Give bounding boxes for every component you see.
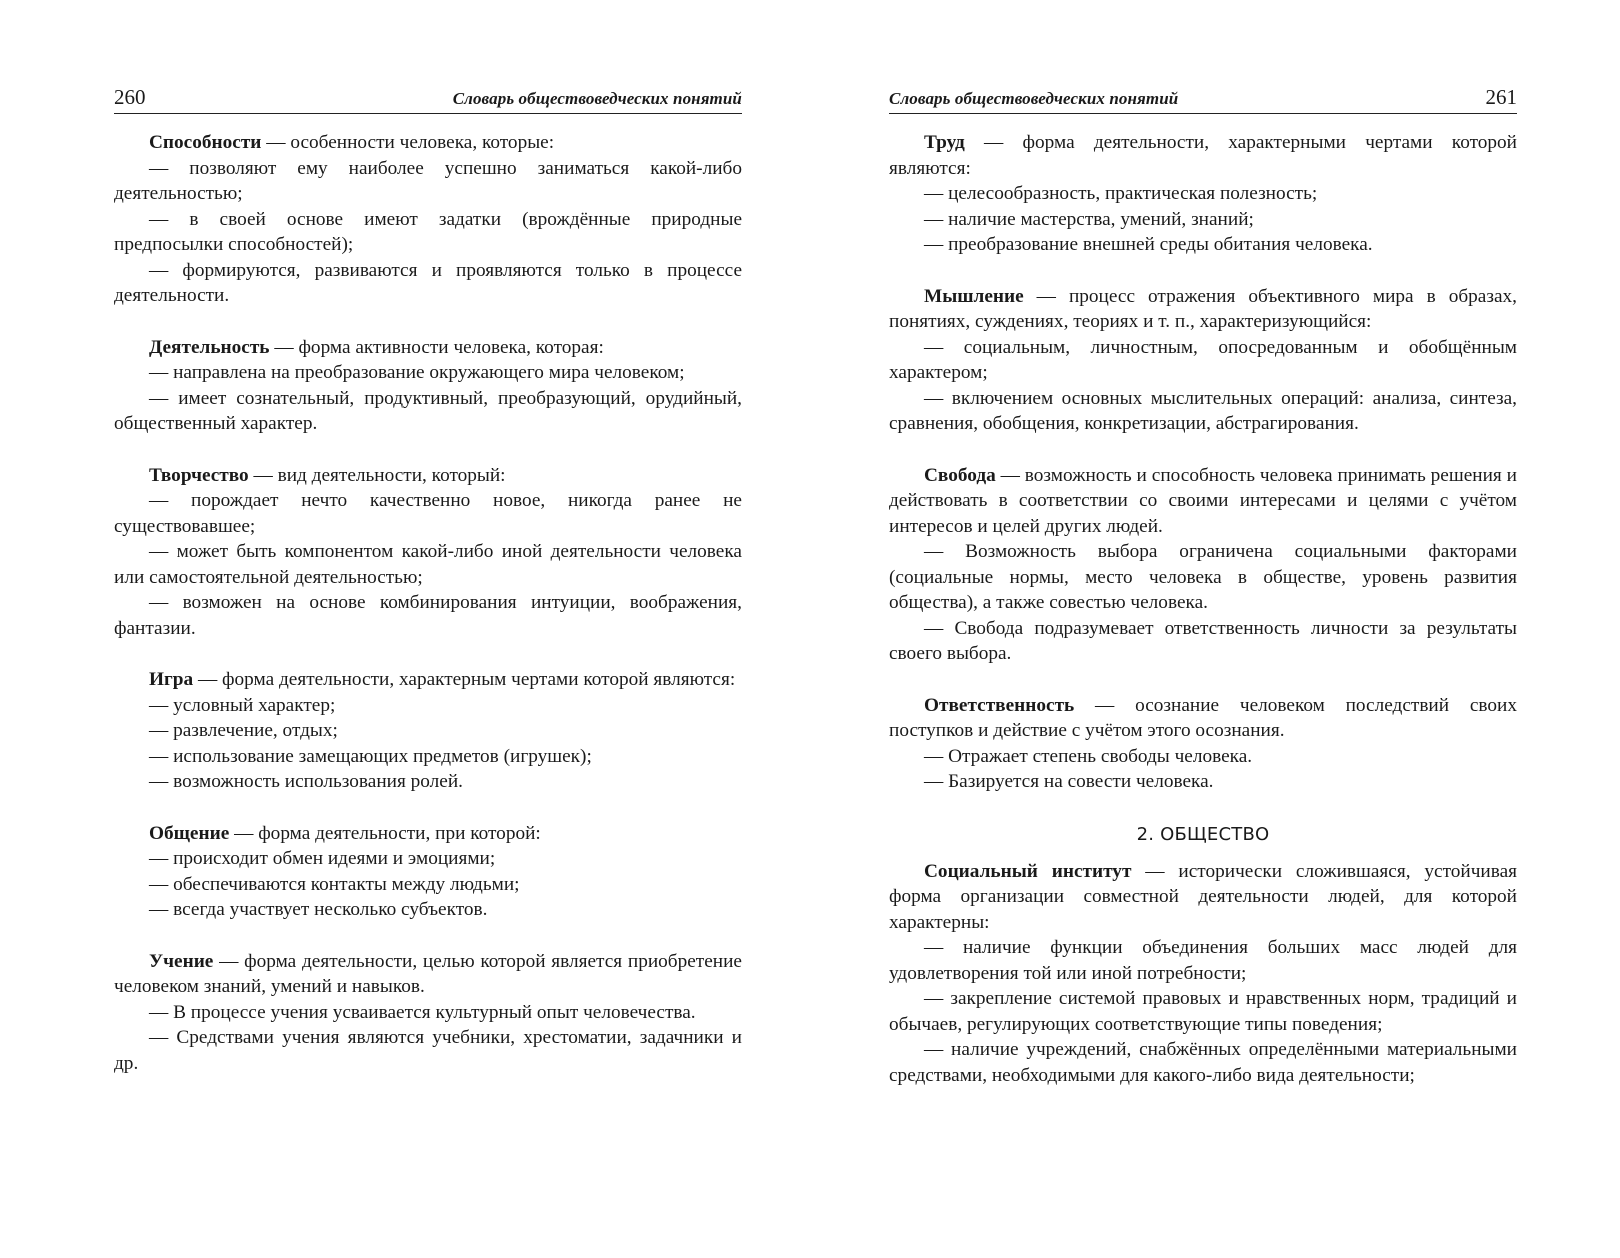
entry-item: — наличие учреждений, снабжённых определёнными материальными средствами, необходимыми для какого-либо вида деятельности; xyxy=(889,1039,1517,1086)
entry-item: — наличие мастерства, умений, знаний; xyxy=(924,208,1254,230)
page-number: 261 xyxy=(1485,85,1517,109)
entry-term: Деятельность xyxy=(149,336,270,358)
entry-term: Учение xyxy=(149,950,214,972)
entry-item: — Базируется на совести человека. xyxy=(924,771,1214,792)
entry-item: — преобразование внешней среды обитания человека. xyxy=(924,234,1373,255)
dictionary-entry xyxy=(114,821,742,923)
dictionary-entry xyxy=(114,335,742,437)
entry-definition: — форма деятельности, целью которой является приобретение человеком знаний, умений и навыков. xyxy=(114,950,742,997)
entry-term: Способности xyxy=(149,132,262,153)
dictionary-entry xyxy=(114,667,742,795)
entry-definition: — возможность и способность человека принимать решения и действовать в соответствии со своими интересами и целями с учётом интересов и целей других людей. xyxy=(889,464,1517,537)
entry-item: — имеет сознательный, продуктивный, преобразующий, орудийный, общественный характер. xyxy=(114,387,742,434)
entry-item: — порождает нечто качественно новое, никогда ранее не существовавшее; xyxy=(114,490,742,537)
entry-item: — направлена на преобразование окружающего мира человеком; xyxy=(149,362,685,383)
running-title: Словарь обществоведческих понятий xyxy=(889,89,1179,108)
dictionary-entry xyxy=(889,463,1517,667)
dictionary-entry xyxy=(114,463,742,642)
entry-definition: — форма деятельности, характерными чертами которой являются: xyxy=(889,132,1517,179)
entry-item: — Возможность выбора ограничена социальными факторами (социальные нормы, место человека в обществе, уровень развития общества), а также совестью человека. xyxy=(889,541,1517,613)
entry-term: Труд xyxy=(924,132,965,153)
left-page xyxy=(114,85,742,1102)
right-page xyxy=(889,85,1517,1114)
right-running-head xyxy=(889,85,1517,114)
dictionary-entry xyxy=(114,949,742,1077)
dictionary-entry xyxy=(889,130,1517,258)
entry-definition: — исторически сложившаяся, устойчивая форма организации совместной деятельности людей, для которой характерны: xyxy=(889,860,1518,933)
dictionary-entry xyxy=(889,693,1517,795)
entry-item: — может быть компонентом какой-либо иной деятельности человека или самостоятельной деятельностью; xyxy=(114,541,742,588)
entry-term: Творчество xyxy=(149,464,249,486)
left-page-content xyxy=(114,130,742,1076)
entry-item: — наличие функции объединения больших масс людей для удовлетворения той или иной потребности; xyxy=(889,937,1517,984)
entry-term: Мышление xyxy=(924,285,1024,307)
entry-item: — Отражает степень свободы человека. xyxy=(924,745,1253,767)
entry-item: — в своей основе имеют задатки (врождённые природные предпосылки способностей); xyxy=(114,208,742,255)
entry-item: — всегда участвует несколько субъектов. xyxy=(149,899,488,920)
entry-definition: — процесс отражения объективного мира в образах, понятиях, суждениях, теориях и т. п., характеризующийся: xyxy=(889,285,1517,332)
entry-definition: — форма деятельности, при которой: xyxy=(229,822,541,844)
entry-item: — закрепление системой правовых и нравственных норм, традиций и обычаев, регулирующих соответствующие типы поведения; xyxy=(889,988,1517,1035)
entry-term: Ответственность xyxy=(924,694,1075,716)
entry-item: — развлечение, отдых; xyxy=(149,720,338,741)
entry-item: — Свобода подразумевает ответственность личности за результаты своего выбора. xyxy=(889,617,1517,664)
page-number: 260 xyxy=(114,85,146,109)
entry-definition: — форма активности человека, которая: xyxy=(269,336,604,358)
entry-item: — использование замещающих предметов (игрушек); xyxy=(149,745,592,767)
entry-item: — позволяют ему наиболее успешно заниматься какой-либо деятельностью; xyxy=(114,157,742,204)
dictionary-entry xyxy=(114,130,742,309)
entry-definition: — осознание человеком последствий своих поступков и действие с учётом этого осознания. xyxy=(889,694,1517,741)
entry-term: Общение xyxy=(149,822,230,844)
entry-item: — социальным, личностным, опосредованным и обобщённым характером; xyxy=(889,336,1517,383)
entry-item: — возможен на основе комбинирования интуиции, воображения, фантазии. xyxy=(114,592,742,639)
entry-item: — формируются, развиваются и проявляются только в процессе деятельности. xyxy=(114,259,742,306)
dictionary-entry xyxy=(889,859,1517,1089)
entry-item: — целесообразность, практическая полезность; xyxy=(924,183,1318,204)
entry-item: — обеспечиваются контакты между людьми; xyxy=(149,873,520,895)
entry-item: — происходит обмен идеями и эмоциями; xyxy=(149,848,496,869)
running-title: Словарь обществоведческих понятий xyxy=(452,89,742,108)
entry-item: — возможность использования ролей. xyxy=(149,771,463,792)
entry-item: — включением основных мыслительных операций: анализа, синтеза, сравнения, обобщения, конкретизации, абстрагирования. xyxy=(889,387,1517,434)
right-page-content xyxy=(889,130,1517,1088)
entry-term: Социальный институт xyxy=(924,860,1132,882)
left-running-head xyxy=(114,85,742,114)
entry-item: — В процессе учения усваивается культурный опыт человечества. xyxy=(149,1001,696,1023)
entry-definition: — особенности человека, которые: xyxy=(261,132,555,153)
dictionary-entry xyxy=(889,284,1517,437)
entry-term: Игра xyxy=(149,669,194,690)
entry-item: — Средствами учения являются учебники, хрестоматии, задачники и др. xyxy=(114,1027,742,1074)
entry-definition: — вид деятельности, который: xyxy=(248,464,506,486)
entry-definition: — форма деятельности, характерным чертами которой являются: xyxy=(193,669,736,690)
section-heading: 2. ОБЩЕСТВО xyxy=(1136,823,1270,845)
entry-item: — условный характер; xyxy=(149,694,336,716)
entry-term: Свобода xyxy=(924,464,996,486)
